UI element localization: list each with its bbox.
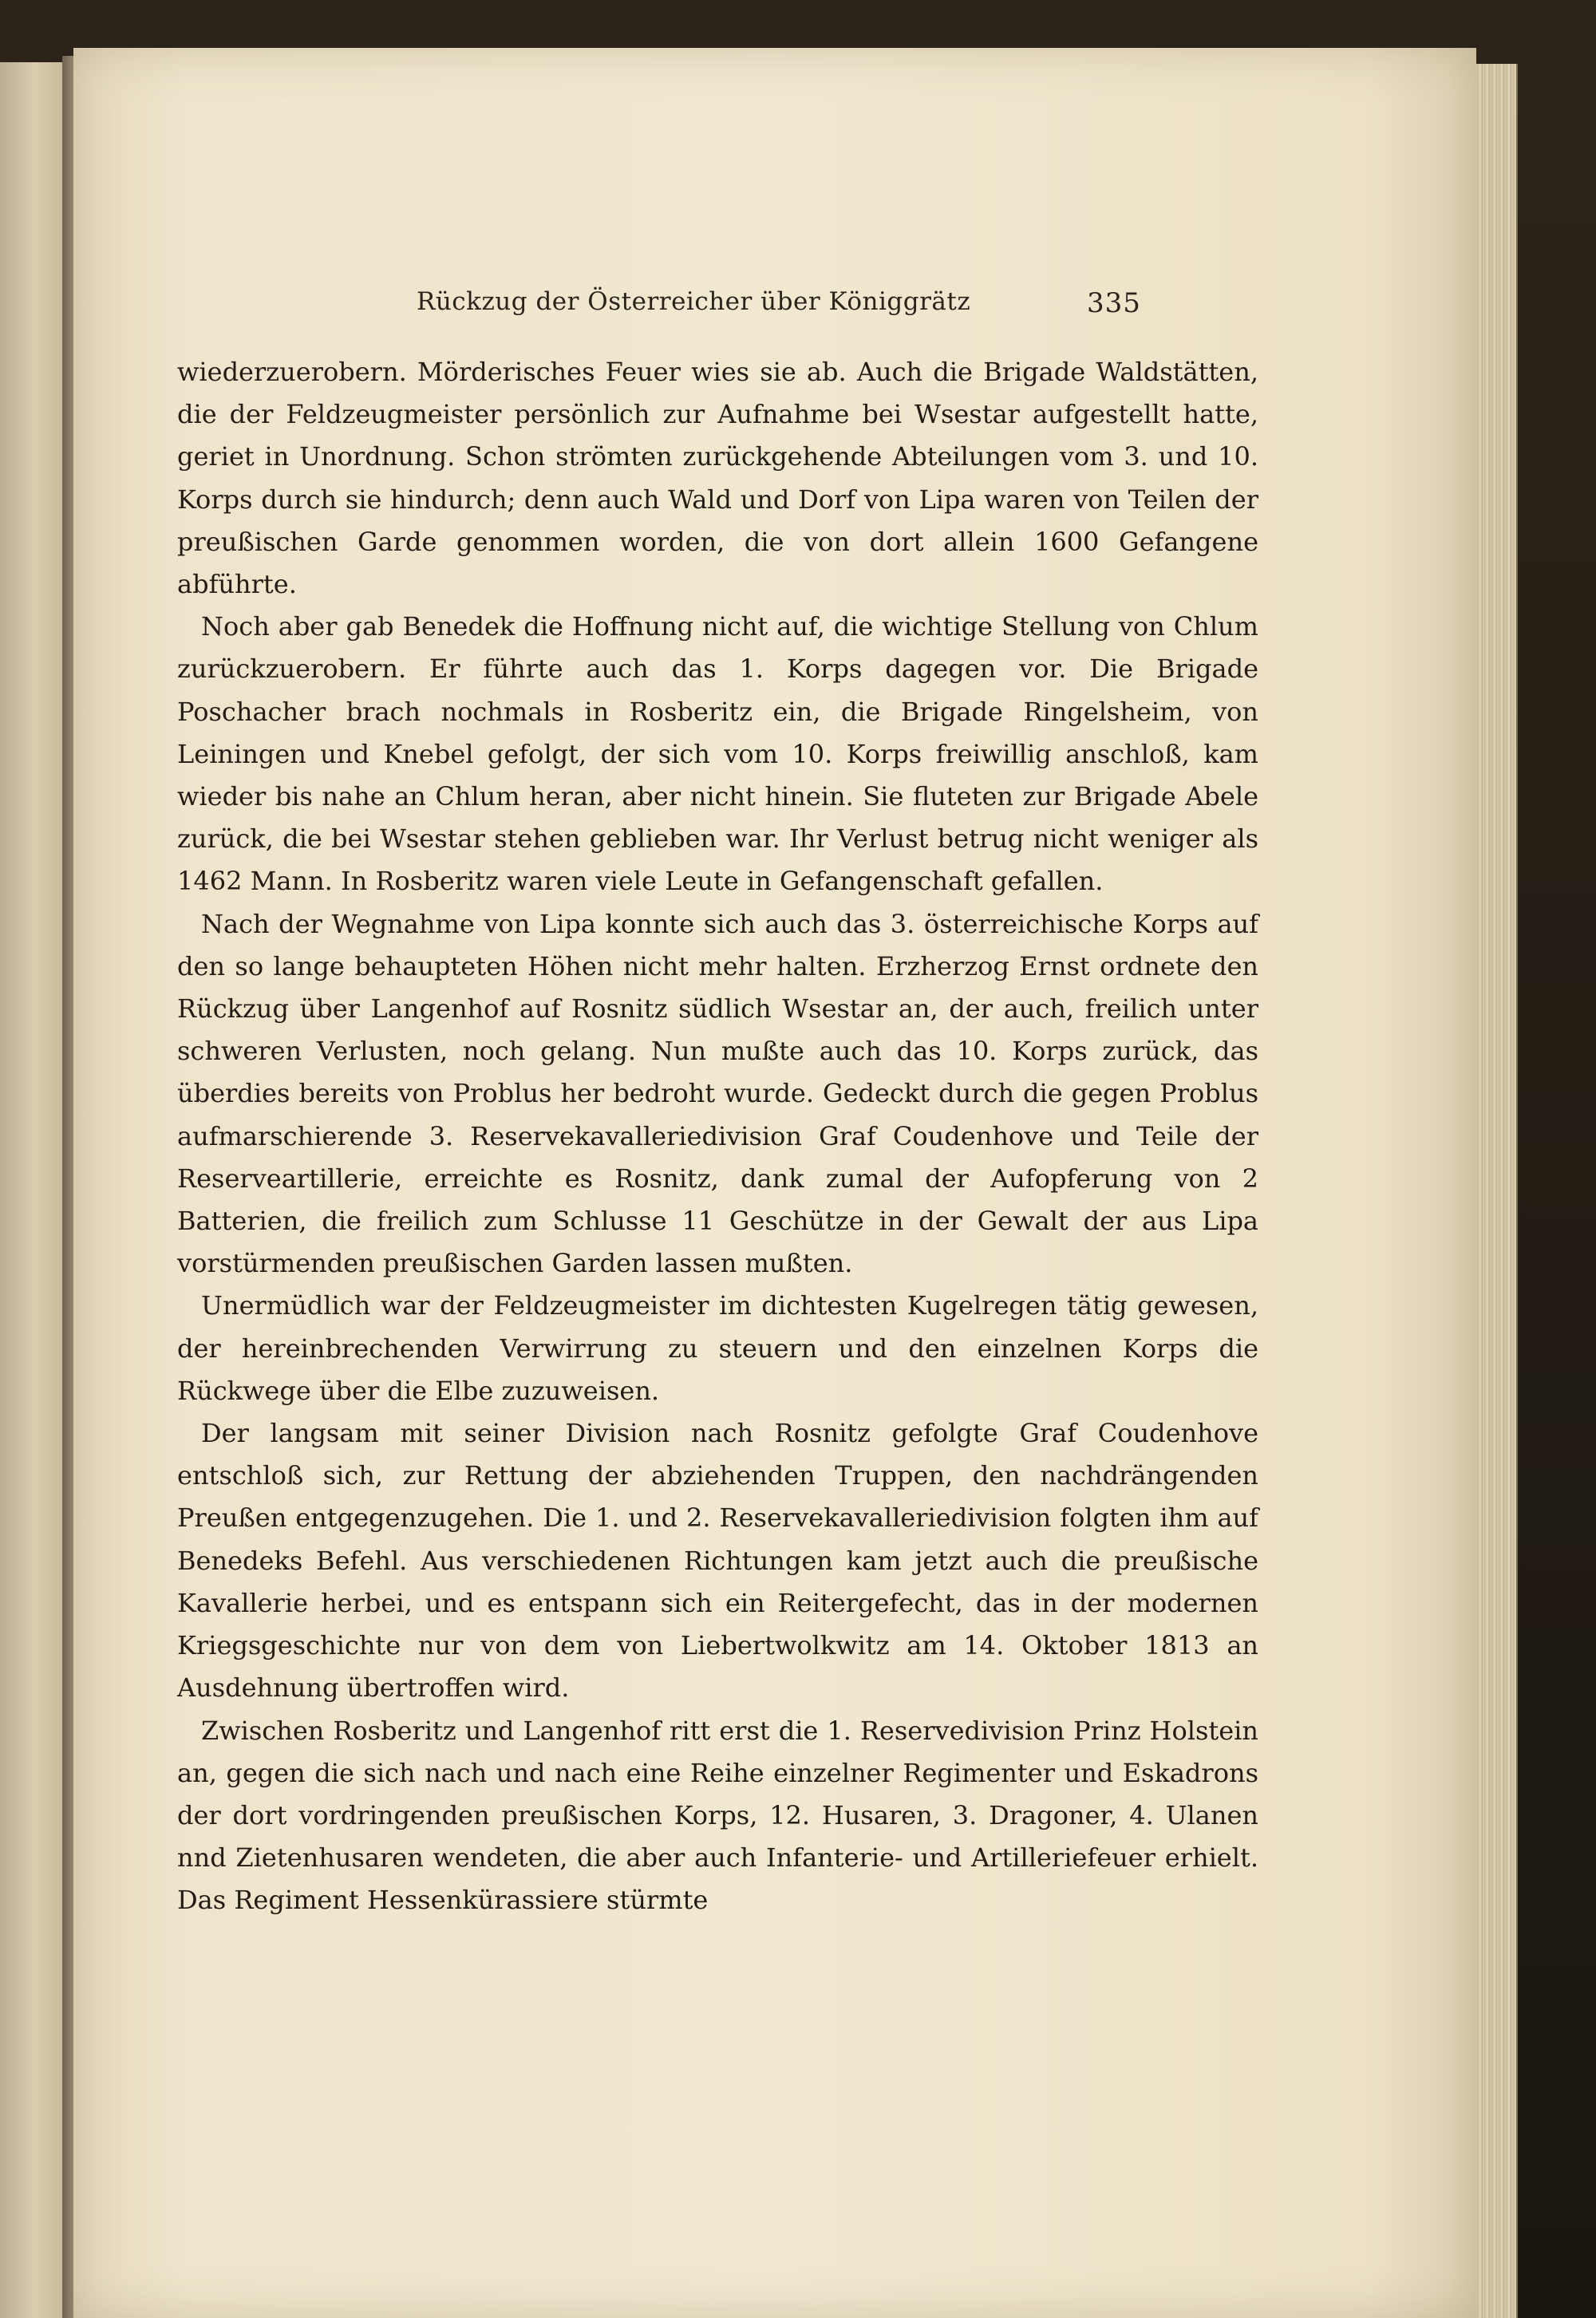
paragraph: Noch aber gab Benedek die Hoffnung nicht auf, die wichtige Stellung von Chlum zurückzuerobern. Er führte auch das 1. Korps dagegen vor. Die Brigade Poschacher brach nochmals in Rosberitz ein, die Brigade Ringelsheim, von Leiningen und Knebel gefolgt, der sich vom 10. Korps freiwillig anschloß, kam wieder bis nahe an Chlum heran, aber nicht hinein. Sie fluteten zur Brigade Abele zurück, die bei Wsestar stehen geblieben war. Ihr Verlust betrug nicht weniger als 1462 Mann. In Rosberitz waren viele Leute in Gefangenschaft gefallen. [177,611,1258,897]
paragraph: Unermüdlich war der Feldzeugmeister im dichtesten Kugelregen tätig gewesen, der hereinbrechenden Verwirrung zu steuern und den einzelnen Korps die Rückwege über die Elbe zuzuweisen. [177,1290,1258,1406]
running-head [73,287,1476,327]
paragraph: wiederzuerobern. Mörderisches Feuer wies sie ab. Auch die Brigade Waldstätten, die der Feldzeugmeister persönlich zur Aufnahme bei Wsestar aufgestellt hatte, geriet in Unordnung. Schon strömten zurückgehende Abteilungen vom 3. und 10. Korps durch sie hindurch; denn auch Wald und Dorf von Lipa waren von Teilen der preußischen Garde genommen worden, die von dort allein 1600 Gefangene abführte. [177,357,1258,600]
paragraph: Zwischen Rosberitz und Langenhof ritt erst die 1. Reservedivision Prinz Holstein an, gegen die sich nach und nach eine Reihe einzelner Regimenter und Eskadrons der dort vordringenden preußischen Korps, 12. Husaren, 3. Dragoner, 4. Ulanen nnd Zietenhusaren wendeten, die aber auch Infanterie- und Artilleriefeuer erhielt. Das Regiment Hessenkürassiere stürmte [177,1715,1258,1916]
page-number: 335 [1087,287,1141,319]
body-text [177,351,1258,1922]
facing-page-edge [0,62,65,2318]
book-page [73,48,1476,2318]
paragraph: Nach der Wegnahme von Lipa konnte sich auch das 3. österreichische Korps auf den so lange behaupteten Höhen nicht mehr halten. Erzherzog Ernst ordnete den Rückzug über Langenhof auf Rosnitz südlich Wsestar an, der auch, freilich unter schweren Verlusten, noch gelang. Nun mußte auch das 10. Korps zurück, das überdies bereits von Problus her bedroht wurde. Gedeckt durch die gegen Problus aufmarschierende 3. Reservekavalleriedivision Graf Coudenhove und Teile der Reserveartillerie, erreichte es Rosnitz, dank zumal der Aufopferung von 2 Batterien, die freilich zum Schlusse 11 Geschütze in der Gewalt der aus Lipa vorstürmenden preußischen Garden lassen mußten. [177,908,1258,1279]
paragraph: Der langsam mit seiner Division nach Rosnitz gefolgte Graf Coudenhove entschloß sich, zur Rettung der abziehenden Truppen, den nachdrängenden Preußen entgegenzugehen. Die 1. und 2. Reservekavalleriedivision folgten ihm auf Benedeks Befehl. Aus verschiedenen Richtungen kam jetzt auch die preußische Kavallerie herbei, und es entspann sich ein Reitergefecht, das in der modernen Kriegsgeschichte nur von dem von Liebertwolkwitz am 14. Oktober 1813 an Ausdehnung übertroffen wird. [177,1418,1258,1704]
running-title: Rückzug der Österreicher über Königgrätz [417,287,971,316]
